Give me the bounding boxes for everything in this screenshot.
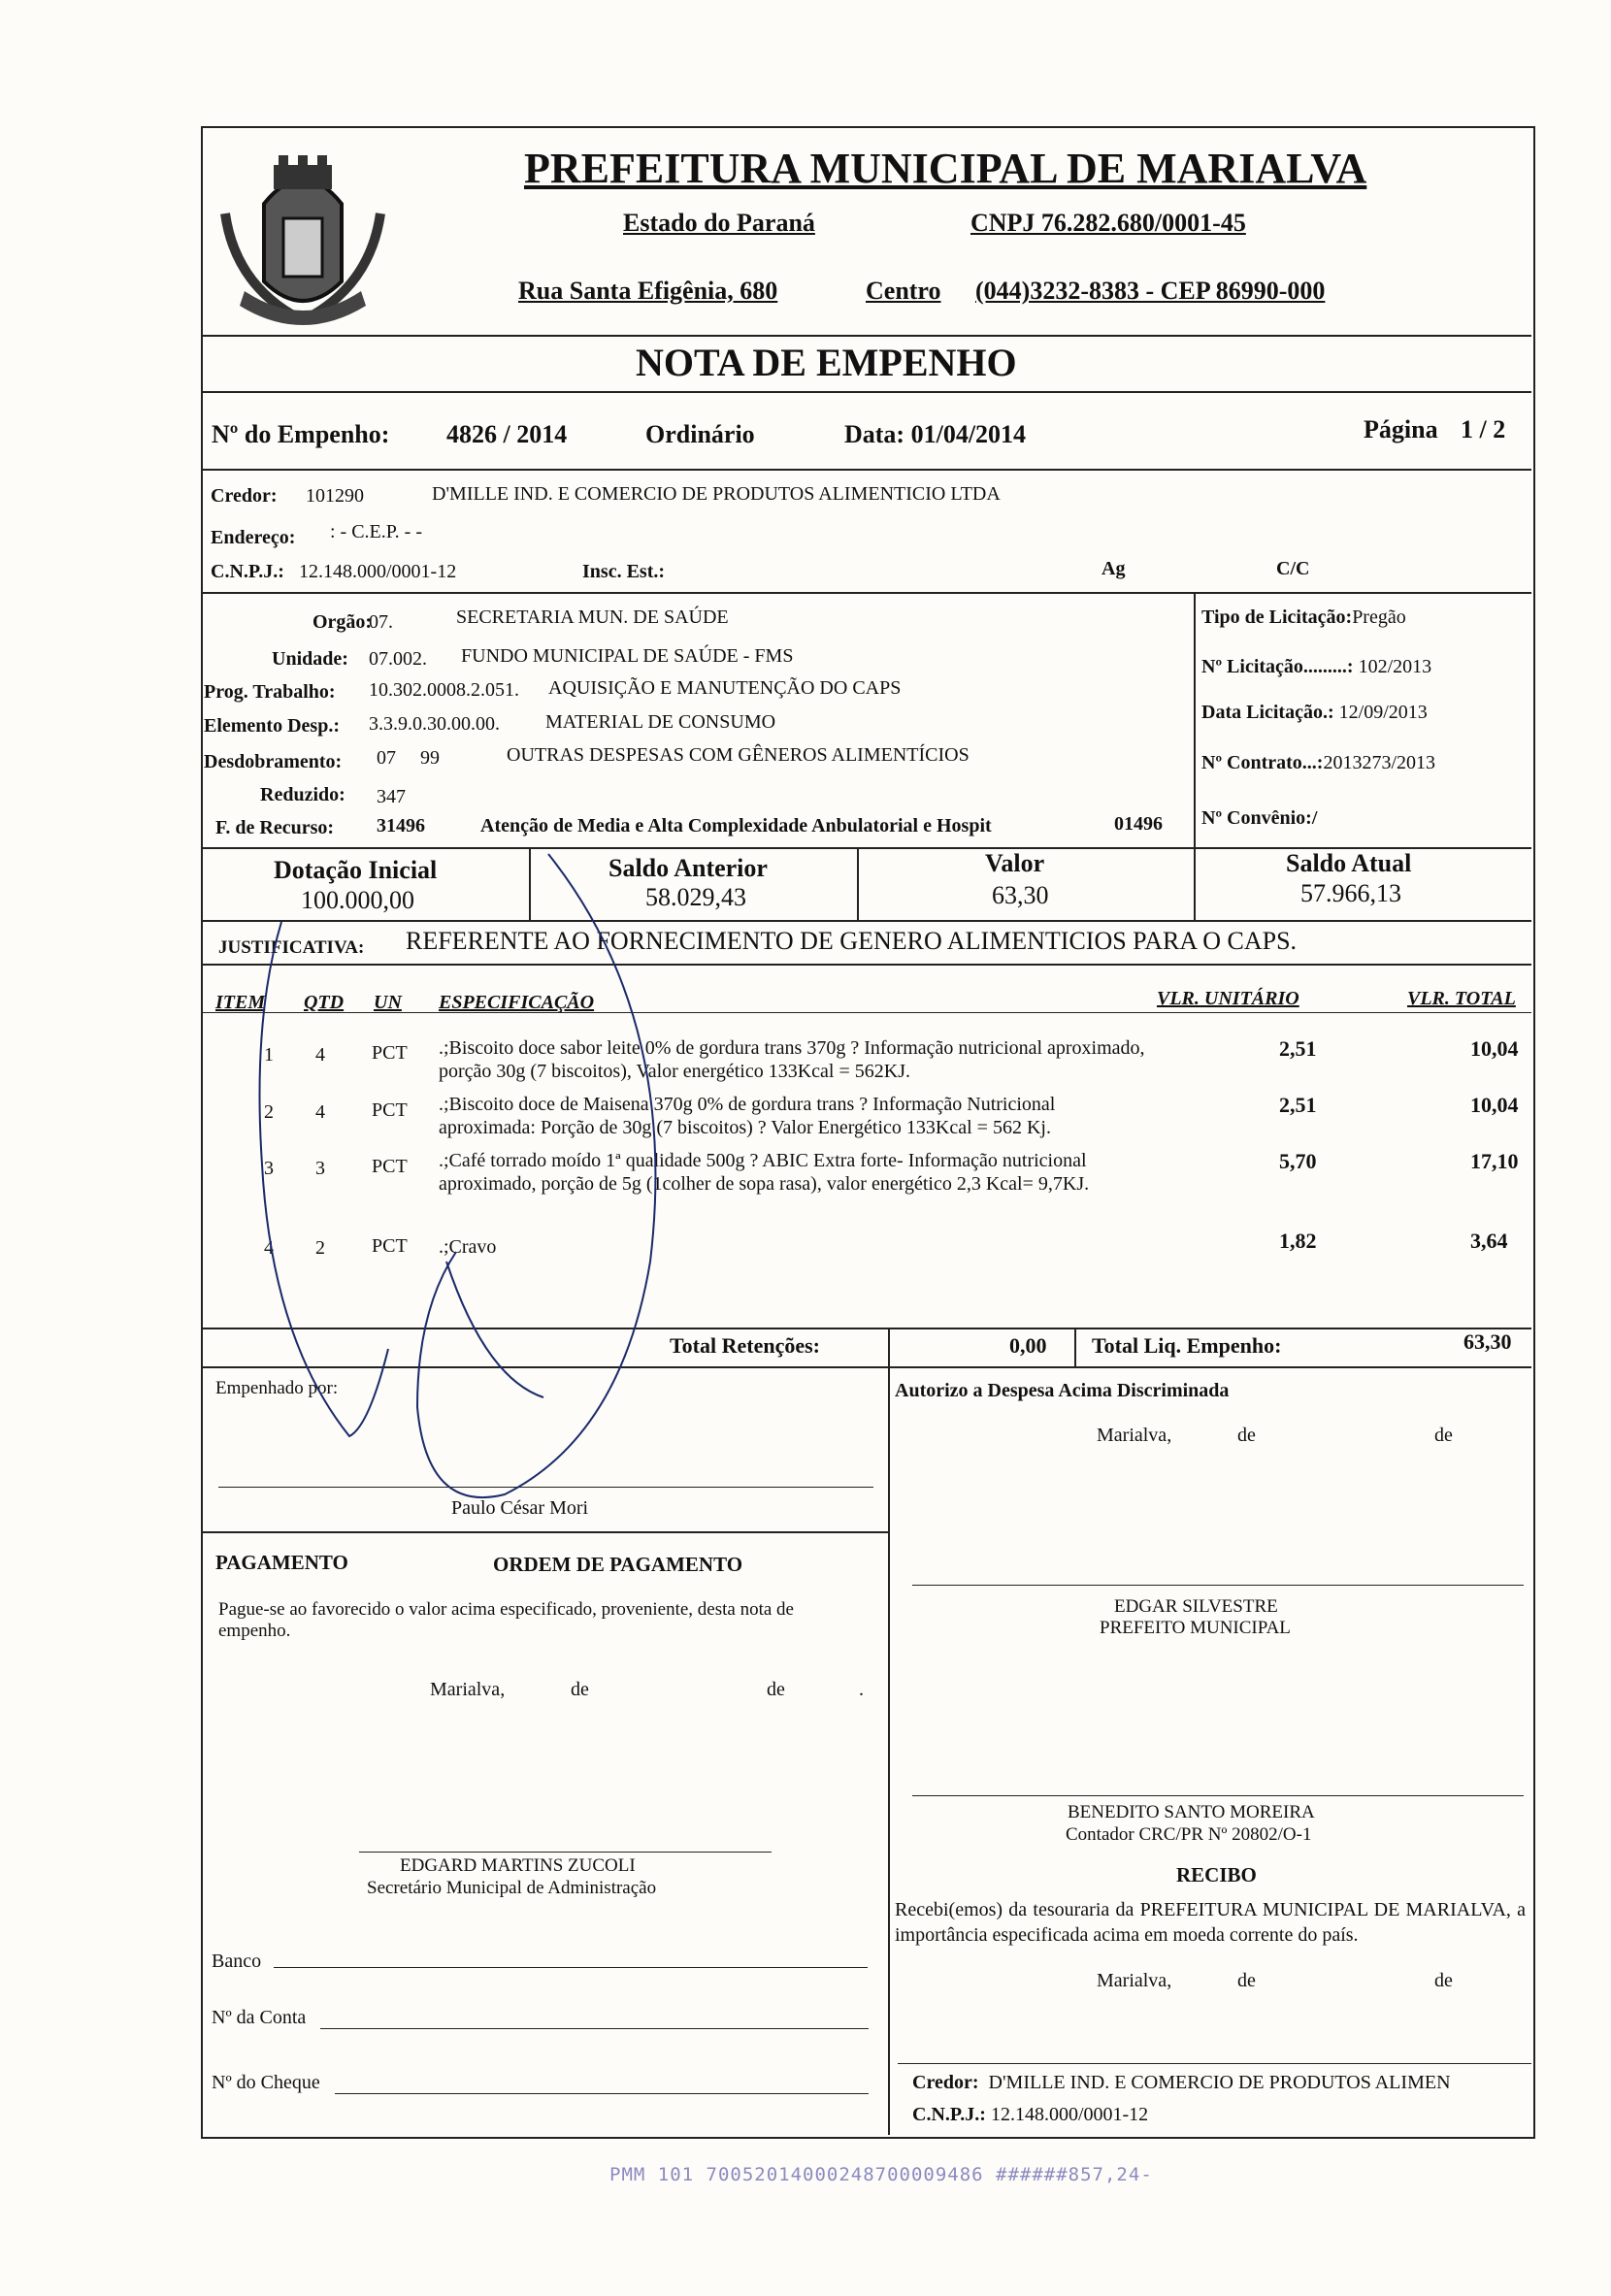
prog-label: Prog. Trabalho:	[204, 681, 336, 703]
desdobramento-name: OUTRAS DESPESAS COM GÊNEROS ALIMENTÍCIOS	[507, 744, 970, 766]
pagamento-label: PAGAMENTO	[215, 1551, 348, 1574]
licitacao-tipo-value: Pregão	[1352, 607, 1406, 628]
reduzido-label: Reduzido:	[260, 784, 345, 805]
banco-label: Banco	[212, 1951, 262, 1972]
item-description: .;Cravo	[439, 1236, 497, 1258]
saldo-atual-value: 57.966,13	[1300, 879, 1401, 907]
pagamento-signer-name: EDGARD MARTINS ZUCOLI	[400, 1855, 636, 1876]
total-liq-value: 63,30	[1463, 1329, 1512, 1354]
pagamento-de1: de	[571, 1679, 589, 1700]
pagamento-text: Pague-se ao favorecido o valor acima especificado, proveniente, desta nota de empenho.	[218, 1599, 794, 1641]
item-unit: PCT	[372, 1042, 408, 1064]
empenho-label: Nº do Empenho:	[212, 420, 390, 448]
item-qty: 3	[315, 1158, 325, 1179]
credor-name: D'MILLE IND. E COMERCIO DE PRODUTOS ALIMENTICIO LTDA	[432, 483, 1001, 505]
licitacao-numero-label: Nº Licitação.........:	[1201, 656, 1354, 677]
item-unit: PCT	[372, 1156, 408, 1177]
recibo-de2: de	[1434, 1970, 1453, 1991]
item-total: 17,10	[1470, 1149, 1519, 1173]
licitacao-numero-value: 102/2013	[1358, 656, 1432, 677]
item-number: 4	[264, 1237, 274, 1259]
contador-role: Contador CRC/PR Nº 20802/O-1	[1066, 1824, 1312, 1845]
autorizo-de2: de	[1434, 1425, 1453, 1446]
item-description: .;Biscoito doce de Maisena 370g 0% de gordura trans ? Informação Nutricional aproximada: Porção de 30g (7 biscoitos) ? Valor Energético 133Kcal = 562 Kj.	[439, 1094, 1056, 1138]
total-liq-label: Total Liq. Empenho:	[1092, 1333, 1282, 1358]
ag-label: Ag	[1101, 558, 1126, 579]
item-unit: PCT	[372, 1235, 408, 1257]
empenhado-signer: Paulo César Mori	[451, 1497, 589, 1519]
city-cnpj: CNPJ 76.282.680/0001-45	[970, 209, 1246, 237]
credor-label: Credor:	[211, 485, 278, 507]
elemento-label: Elemento Desp.:	[204, 715, 340, 737]
autorizo-de1: de	[1237, 1425, 1256, 1446]
recibo-cnpj-value: 12.148.000/0001-12	[990, 2104, 1149, 2125]
address: Rua Santa Efigênia, 680	[518, 277, 778, 305]
credor-code: 101290	[306, 485, 364, 507]
footer-code: PMM 101 70052014000248700009486 ######857,24-	[609, 2164, 1153, 2185]
col-header-un: UN	[374, 992, 402, 1013]
justificativa-text: REFERENTE AO FORNECIMENTO DE GENERO ALIMENTICIOS PARA O CAPS.	[406, 927, 1298, 955]
reduzido-value: 347	[377, 786, 406, 807]
page-label: Página	[1364, 415, 1438, 443]
licitacao-tipo-label: Tipo de Licitação:	[1201, 607, 1353, 628]
saldo-anterior-label: Saldo Anterior	[608, 854, 768, 882]
unidade-label: Unidade:	[272, 648, 348, 670]
empenhado-label: Empenhado por:	[215, 1378, 339, 1398]
dotacao-value: 100.000,00	[301, 886, 414, 914]
item-number: 1	[264, 1044, 274, 1066]
col-header-unit: VLR. UNITÁRIO	[1157, 988, 1299, 1009]
empenho-number: 4826 / 2014	[446, 420, 568, 448]
cnpj-label: C.N.P.J.:	[211, 561, 284, 582]
contrato-value: 2013273/2013	[1323, 752, 1436, 773]
cheque-label: Nº do Cheque	[212, 2072, 320, 2093]
contador-name: BENEDITO SANTO MOREIRA	[1068, 1802, 1315, 1822]
col-header-total: VLR. TOTAL	[1407, 988, 1516, 1009]
col-header-qtd: QTD	[304, 992, 345, 1013]
col-header-item: ITEM	[215, 992, 266, 1013]
pagamento-dot: .	[859, 1679, 864, 1700]
contrato-label: Nº Contrato...:	[1201, 752, 1324, 773]
recibo-credor-label: Credor:	[912, 2072, 979, 2093]
recurso-code: 01496	[1114, 813, 1163, 835]
item-total: 10,04	[1470, 1036, 1519, 1061]
item-unit-price: 2,51	[1279, 1036, 1317, 1061]
prefeito-name: EDGAR SILVESTRE	[1114, 1596, 1278, 1617]
recurso-name: Atenção de Media e Alta Complexidade Anbulatorial e Hospit	[480, 815, 992, 836]
cnpj-value: 12.148.000/0001-12	[299, 561, 457, 582]
item-unit-price: 2,51	[1279, 1093, 1317, 1117]
item-unit: PCT	[372, 1099, 408, 1121]
item-total: 10,04	[1470, 1093, 1519, 1117]
retencoes-value: 0,00	[1009, 1333, 1047, 1358]
item-unit-price: 5,70	[1279, 1149, 1317, 1173]
item-description: .;Biscoito doce sabor leite 0% de gordura trans 370g ? Informação nutricional aproximado, porção 30g (7 biscoitos), Valor energético 133Kcal = 562KJ.	[439, 1037, 1145, 1082]
recibo-text: Recebi(emos) da tesouraria da PREFEITURA MUNICIPAL DE MARIALVA, a importância especificada acima em moeda corrente do país.	[895, 1899, 1526, 1946]
justificativa-label: JUSTIFICATIVA:	[218, 937, 365, 958]
orgao-value: 07.	[369, 611, 393, 633]
autorizo-place: Marialva,	[1097, 1425, 1172, 1446]
recurso-value: 31496	[377, 815, 425, 836]
unidade-name: FUNDO MUNICIPAL DE SAÚDE - FMS	[461, 645, 794, 667]
item-number: 2	[264, 1101, 274, 1123]
item-number: 3	[264, 1158, 274, 1179]
state-name: Estado do Paraná	[623, 209, 815, 237]
valor-value: 63,30	[992, 881, 1049, 909]
licitacao-data-value: 12/09/2013	[1338, 702, 1428, 723]
item-qty: 4	[315, 1101, 325, 1123]
municipality-title: PREFEITURA MUNICIPAL DE MARIALVA	[524, 145, 1367, 192]
elemento-name: MATERIAL DE CONSUMO	[545, 711, 776, 733]
district: Centro	[866, 277, 941, 305]
saldo-anterior-value: 58.029,43	[645, 883, 746, 911]
insc-label: Insc. Est.:	[582, 561, 666, 582]
recibo-cnpj-label: C.N.P.J.:	[912, 2104, 986, 2125]
prog-value: 10.302.0008.2.051.	[369, 679, 519, 701]
recibo-place: Marialva,	[1097, 1970, 1172, 1991]
convenio-label: Nº Convênio:/	[1201, 807, 1318, 829]
licitacao-data-label: Data Licitação.:	[1201, 702, 1334, 723]
item-qty: 2	[315, 1237, 325, 1259]
desdobramento-value: 07 99	[377, 747, 440, 769]
recibo-de1: de	[1237, 1970, 1256, 1991]
prog-name: AQUISIÇÃO E MANUTENÇÃO DO CAPS	[548, 677, 902, 699]
page-number: 1 / 2	[1461, 415, 1506, 443]
item-description: .;Café torrado moído 1ª qualidade 500g ? ABIC Extra forte- Informação nutricional aproximado, porção de 5g (1colher de sopa rasa), valor energético 2,3 Kcal= 9,7KJ.	[439, 1150, 1090, 1195]
orgao-name: SECRETARIA MUN. DE SAÚDE	[456, 607, 729, 628]
autorizo-label: Autorizo a Despesa Acima Discriminada	[895, 1380, 1230, 1401]
col-header-spec: ESPECIFICAÇÃO	[439, 992, 595, 1013]
pagamento-signer-role: Secretário Municipal de Administração	[367, 1878, 657, 1898]
empenho-type: Ordinário	[645, 420, 755, 448]
recurso-label: F. de Recurso:	[215, 817, 335, 838]
pagamento-de2: de	[767, 1679, 785, 1700]
item-qty: 4	[315, 1044, 325, 1066]
address-label: Endereço:	[211, 527, 296, 548]
pagamento-place: Marialva,	[430, 1679, 506, 1700]
dotacao-label: Dotação Inicial	[274, 856, 438, 884]
document-title: NOTA DE EMPENHO	[636, 341, 1017, 384]
saldo-atual-label: Saldo Atual	[1286, 849, 1412, 877]
valor-label: Valor	[985, 849, 1045, 877]
item-unit-price: 1,82	[1279, 1229, 1317, 1253]
address-value: : - C.E.P. - -	[330, 521, 422, 542]
elemento-value: 3.3.9.0.30.00.00.	[369, 713, 500, 735]
retencoes-label: Total Retenções:	[670, 1333, 820, 1358]
empenho-date: Data: 01/04/2014	[844, 420, 1027, 448]
conta-label: Nº da Conta	[212, 2007, 307, 2028]
prefeito-role: PREFEITO MUNICIPAL	[1100, 1618, 1291, 1638]
recibo-credor-value: D'MILLE IND. E COMERCIO DE PRODUTOS ALIMEN	[988, 2072, 1451, 2093]
phone-cep: (044)3232-8383 - CEP 86990-000	[975, 277, 1326, 305]
item-total: 3,64	[1470, 1229, 1508, 1253]
ordem-pagamento-label: ORDEM DE PAGAMENTO	[493, 1553, 743, 1576]
desdobramento-label: Desdobramento:	[204, 751, 343, 772]
cc-label: C/C	[1276, 558, 1310, 579]
recibo-label: RECIBO	[1176, 1863, 1257, 1886]
orgao-label: Orgão:	[312, 611, 373, 633]
unidade-value: 07.002.	[369, 648, 427, 670]
